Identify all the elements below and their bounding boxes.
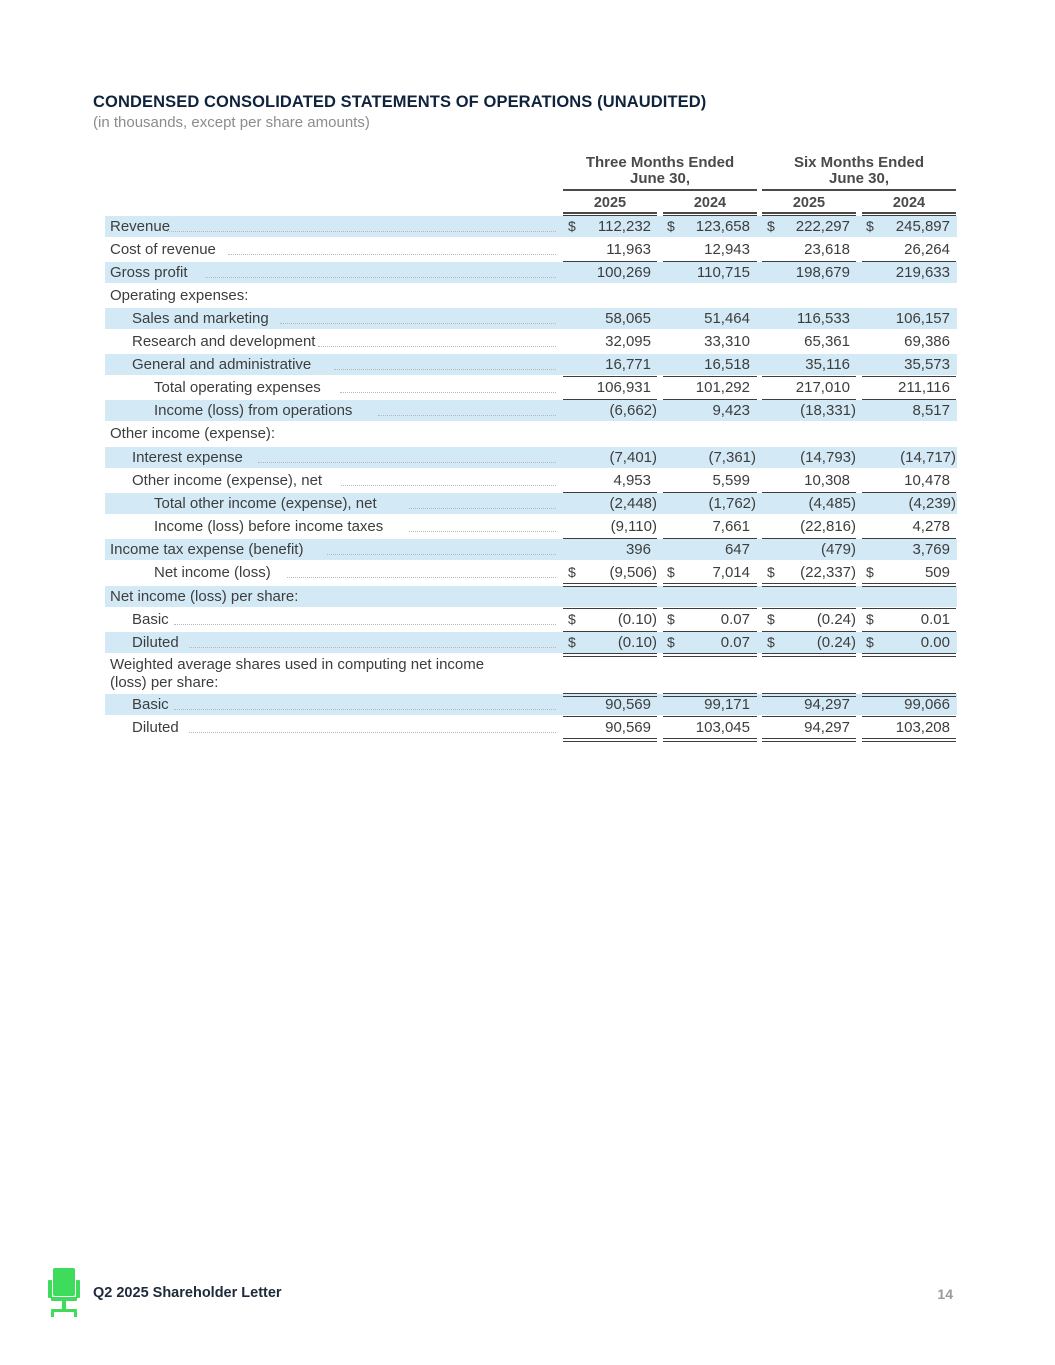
- underline: [563, 538, 657, 539]
- row-label: Income (loss) before income taxes: [154, 518, 384, 535]
- double-underline: [563, 738, 657, 742]
- row-label: Net income (loss) per share:: [110, 588, 299, 605]
- value-cell: (479): [820, 541, 856, 558]
- value-cell: 99,066: [904, 696, 950, 713]
- dollar-sign: $: [667, 634, 675, 650]
- value-cell: 7,014: [712, 564, 750, 581]
- underline: [563, 492, 657, 493]
- double-underline: [663, 653, 757, 657]
- underline: [762, 538, 856, 539]
- value-cell: 219,633: [895, 264, 950, 281]
- underline: [563, 399, 657, 400]
- underline: [862, 716, 956, 717]
- row-label: Total operating expenses: [154, 379, 321, 396]
- dollar-sign: $: [667, 611, 675, 627]
- value-cell: 11,963: [606, 241, 651, 258]
- underline: [762, 492, 856, 493]
- underline: [663, 376, 757, 377]
- value-cell: (0.24): [816, 634, 856, 651]
- value-cell: 211,116: [898, 379, 950, 396]
- dollar-sign: $: [767, 218, 775, 234]
- page-subtitle: (in thousands, except per share amounts): [93, 114, 370, 131]
- value-cell: 106,931: [596, 379, 651, 396]
- value-cell: 116,533: [796, 310, 850, 327]
- value-cell: (1,762): [708, 495, 756, 512]
- underline: [862, 693, 956, 694]
- dot-leader: [409, 508, 556, 509]
- value-cell: (18,331): [800, 402, 856, 419]
- underline: [663, 631, 757, 632]
- value-cell: 112,232: [597, 218, 651, 235]
- value-cell: (9,506): [609, 564, 657, 581]
- value-cell: 90,569: [605, 719, 651, 736]
- value-cell: (14,717): [900, 449, 956, 466]
- dot-leader: [287, 577, 556, 578]
- dot-leader: [205, 277, 556, 278]
- value-cell: 217,010: [795, 379, 850, 396]
- value-cell: 0.07: [720, 611, 750, 628]
- value-cell: 222,297: [795, 218, 850, 235]
- underline: [762, 608, 856, 609]
- dot-leader: [189, 647, 556, 648]
- value-cell: 103,208: [895, 719, 950, 736]
- value-cell: 4,278: [912, 518, 950, 535]
- underline: [663, 693, 757, 694]
- row-label: General and administrative: [132, 356, 312, 373]
- double-underline: [762, 653, 856, 657]
- value-cell: 26,264: [904, 241, 950, 258]
- row-label: Basic: [132, 611, 169, 628]
- column-group-header: Three Months Ended June 30,: [563, 155, 757, 191]
- column-year-header: 2025: [762, 195, 856, 214]
- underline: [862, 399, 956, 400]
- value-cell: (6,662): [609, 402, 657, 419]
- value-cell: (14,793): [800, 449, 856, 466]
- value-cell: (0.10): [617, 611, 657, 628]
- value-cell: 396: [625, 541, 651, 558]
- underline: [563, 261, 657, 262]
- dot-leader: [318, 346, 556, 347]
- value-cell: 90,569: [605, 696, 651, 713]
- underline: [663, 608, 757, 609]
- dollar-sign: $: [866, 218, 874, 234]
- value-cell: 69,386: [904, 333, 950, 350]
- row-label: Net income (loss): [154, 564, 271, 581]
- page-title: CONDENSED CONSOLIDATED STATEMENTS OF OPERATIONS (UNAUDITED): [93, 93, 707, 111]
- dot-leader: [228, 254, 556, 255]
- office-chair-icon: [48, 1268, 80, 1318]
- dollar-sign: $: [767, 634, 775, 650]
- row-label: Income (loss) from operations: [154, 402, 353, 419]
- dot-leader: [341, 485, 556, 486]
- underline: [862, 631, 956, 632]
- column-year-header: 2024: [862, 195, 956, 214]
- dollar-sign: $: [568, 611, 576, 627]
- double-underline: [563, 653, 657, 657]
- dot-leader: [340, 392, 556, 393]
- value-cell: 10,308: [804, 472, 850, 489]
- underline: [663, 538, 757, 539]
- dot-leader: [378, 415, 556, 416]
- value-cell: (4,239): [908, 495, 956, 512]
- underline: [663, 492, 757, 493]
- value-cell: (0.24): [816, 611, 856, 628]
- value-cell: 32,095: [605, 333, 651, 350]
- dot-leader: [174, 709, 556, 710]
- value-cell: 0.07: [720, 634, 750, 651]
- underline: [762, 215, 856, 216]
- underline: [563, 376, 657, 377]
- underline: [663, 261, 757, 262]
- value-cell: 9,423: [712, 402, 750, 419]
- dollar-sign: $: [767, 564, 775, 580]
- value-cell: 8,517: [912, 402, 950, 419]
- underline: [762, 261, 856, 262]
- value-cell: 33,310: [704, 333, 750, 350]
- value-cell: 106,157: [895, 310, 950, 327]
- column-year-header: 2024: [663, 195, 757, 214]
- row-label: Diluted: [132, 634, 179, 651]
- row-label: Revenue: [110, 218, 171, 235]
- underline: [762, 631, 856, 632]
- value-cell: 101,292: [695, 379, 750, 396]
- row-label: Basic: [132, 696, 169, 713]
- value-cell: 7,661: [712, 518, 750, 535]
- underline: [563, 696, 657, 697]
- value-cell: (22,337): [800, 564, 856, 581]
- dot-leader: [189, 732, 556, 733]
- value-cell: 10,478: [904, 472, 950, 489]
- underline: [663, 696, 757, 697]
- value-cell: 647: [724, 541, 750, 558]
- value-cell: 35,116: [805, 356, 850, 373]
- double-underline: [862, 653, 956, 657]
- row-label: Interest expense: [132, 449, 243, 466]
- underline: [563, 608, 657, 609]
- underline: [663, 215, 757, 216]
- dot-leader: [409, 531, 556, 532]
- underline: [862, 696, 956, 697]
- underline: [762, 696, 856, 697]
- row-label: Income tax expense (benefit): [110, 541, 304, 558]
- value-cell: (2,448): [609, 495, 657, 512]
- double-underline: [663, 583, 757, 587]
- value-cell: (7,361): [708, 449, 756, 466]
- footer-letter-title: Q2 2025 Shareholder Letter: [93, 1285, 282, 1301]
- row-label: Gross profit: [110, 264, 188, 281]
- underline: [563, 631, 657, 632]
- dollar-sign: $: [568, 564, 576, 580]
- row-label: Other income (expense):: [110, 425, 276, 442]
- dot-leader: [334, 369, 556, 370]
- underline: [762, 399, 856, 400]
- value-cell: 245,897: [895, 218, 950, 235]
- underline: [762, 376, 856, 377]
- underline: [862, 215, 956, 216]
- underline: [862, 538, 956, 539]
- value-cell: 16,771: [605, 356, 651, 373]
- page-number: 14: [937, 1286, 953, 1302]
- dollar-sign: $: [568, 218, 576, 234]
- value-cell: 0.01: [920, 611, 950, 628]
- underline: [862, 376, 956, 377]
- underline: [563, 693, 657, 694]
- value-cell: 12,943: [704, 241, 750, 258]
- value-cell: (7,401): [609, 449, 657, 466]
- value-cell: 103,045: [695, 719, 750, 736]
- underline: [663, 716, 757, 717]
- underline: [663, 399, 757, 400]
- value-cell: 58,065: [605, 310, 651, 327]
- row-label: Research and development: [132, 333, 316, 350]
- row-label: Total other income (expense), net: [154, 495, 377, 512]
- value-cell: 3,769: [912, 541, 950, 558]
- dollar-sign: $: [866, 634, 874, 650]
- value-cell: 23,618: [804, 241, 850, 258]
- underline: [862, 608, 956, 609]
- row-label: Other income (expense), net: [132, 472, 323, 489]
- double-underline: [862, 738, 956, 742]
- value-cell: 51,464: [704, 310, 750, 327]
- value-cell: 0.00: [920, 634, 950, 651]
- value-cell: 5,599: [712, 472, 750, 489]
- value-cell: 16,518: [704, 356, 750, 373]
- dollar-sign: $: [667, 564, 675, 580]
- row-label: Sales and marketing: [132, 310, 269, 327]
- value-cell: 94,297: [804, 696, 850, 713]
- value-cell: (0.10): [617, 634, 657, 651]
- value-cell: (9,110): [610, 518, 657, 535]
- dot-leader: [280, 323, 556, 324]
- underline: [862, 492, 956, 493]
- value-cell: 94,297: [804, 719, 850, 736]
- value-cell: 65,361: [804, 333, 850, 350]
- value-cell: 4,953: [613, 472, 651, 489]
- underline: [762, 693, 856, 694]
- value-cell: 198,679: [795, 264, 850, 281]
- row-label: Diluted: [132, 719, 179, 736]
- value-cell: 123,658: [695, 218, 750, 235]
- value-cell: 35,573: [904, 356, 950, 373]
- double-underline: [663, 738, 757, 742]
- column-year-header: 2025: [563, 195, 657, 214]
- underline: [762, 716, 856, 717]
- dollar-sign: $: [866, 564, 874, 580]
- column-group-header: Six Months Ended June 30,: [762, 155, 956, 191]
- dot-leader: [167, 231, 556, 232]
- underline: [563, 215, 657, 216]
- value-cell: 100,269: [596, 264, 651, 281]
- dollar-sign: $: [667, 218, 675, 234]
- value-cell: (4,485): [808, 495, 856, 512]
- value-cell: 509: [924, 564, 950, 581]
- double-underline: [563, 583, 657, 587]
- value-cell: 99,171: [704, 696, 750, 713]
- double-underline: [862, 583, 956, 587]
- row-label: Cost of revenue: [110, 241, 216, 258]
- double-underline: [762, 583, 856, 587]
- value-cell: 110,715: [696, 264, 750, 281]
- dot-leader: [174, 624, 556, 625]
- dot-leader: [258, 462, 556, 463]
- underline: [563, 716, 657, 717]
- dollar-sign: $: [866, 611, 874, 627]
- value-cell: (22,816): [800, 518, 856, 535]
- underline: [862, 261, 956, 262]
- dot-leader: [327, 554, 556, 555]
- dollar-sign: $: [568, 634, 576, 650]
- double-underline: [762, 738, 856, 742]
- row-label: Operating expenses:: [110, 287, 249, 304]
- row-label: Weighted average shares used in computing net income (loss) per share:: [110, 656, 485, 691]
- dollar-sign: $: [767, 611, 775, 627]
